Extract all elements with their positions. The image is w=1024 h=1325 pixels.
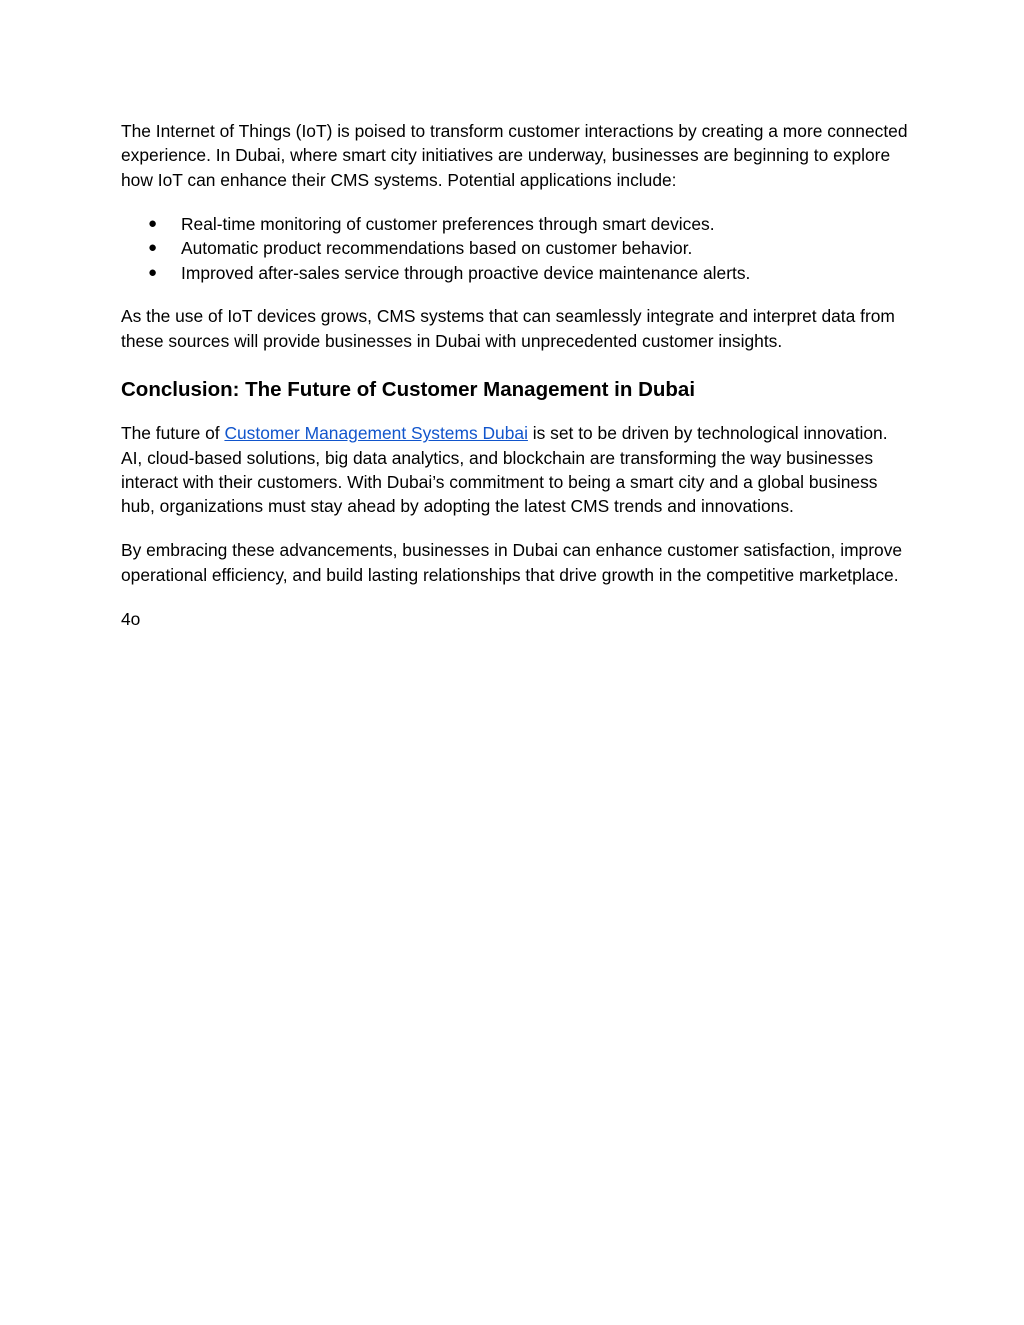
list-item bbox=[121, 261, 911, 285]
bullet-icon: ● bbox=[148, 239, 158, 257]
list-item-text: Real-time monitoring of customer preferences through smart devices. bbox=[181, 213, 715, 234]
iot-applications-list bbox=[121, 212, 911, 285]
bullet-icon: ● bbox=[148, 214, 158, 232]
conclusion-text-start: The future of bbox=[121, 423, 225, 444]
list-item bbox=[121, 212, 911, 236]
list-item-text: Improved after-sales service through proactive device maintenance alerts. bbox=[181, 262, 751, 283]
conclusion-heading: Conclusion: The Future of Customer Management in Dubai bbox=[121, 378, 696, 402]
conclusion-text-end: is set to be driven by technological innovation. AI, cloud-based solutions, big data analytics, and blockchain are transforming the way businesses interact with their customers. With Dubai’s commitment to being a smart city and a global business hub, organizations must stay ahead by adopting the latest CMS trends and innovations. bbox=[121, 423, 888, 517]
conclusion-paragraph bbox=[121, 421, 911, 519]
closing-paragraph: By embracing these advancements, businesses in Dubai can enhance customer satisfaction, improve operational efficiency, and build lasting relationships that drive growth in the competitive marketplace. bbox=[121, 540, 903, 585]
iot-paragraph: As the use of IoT devices grows, CMS systems that can seamlessly integrate and interpret data from these sources will provide businesses in Dubai with unprecedented customer insights. bbox=[121, 306, 895, 351]
cms-dubai-link[interactable]: Customer Management Systems Dubai bbox=[224, 423, 528, 444]
footer-note: 4o bbox=[121, 608, 141, 629]
document-page bbox=[121, 119, 911, 631]
list-item bbox=[121, 236, 911, 260]
bullet-icon: ● bbox=[148, 263, 158, 281]
intro-paragraph: The Internet of Things (IoT) is poised to transform customer interactions by creating a more connected experience. In Dubai, where smart city initiatives are underway, businesses are beginning to explore how IoT can enhance their CMS systems. Potential applications include: bbox=[121, 121, 908, 190]
list-item-text: Automatic product recommendations based on customer behavior. bbox=[181, 238, 693, 259]
